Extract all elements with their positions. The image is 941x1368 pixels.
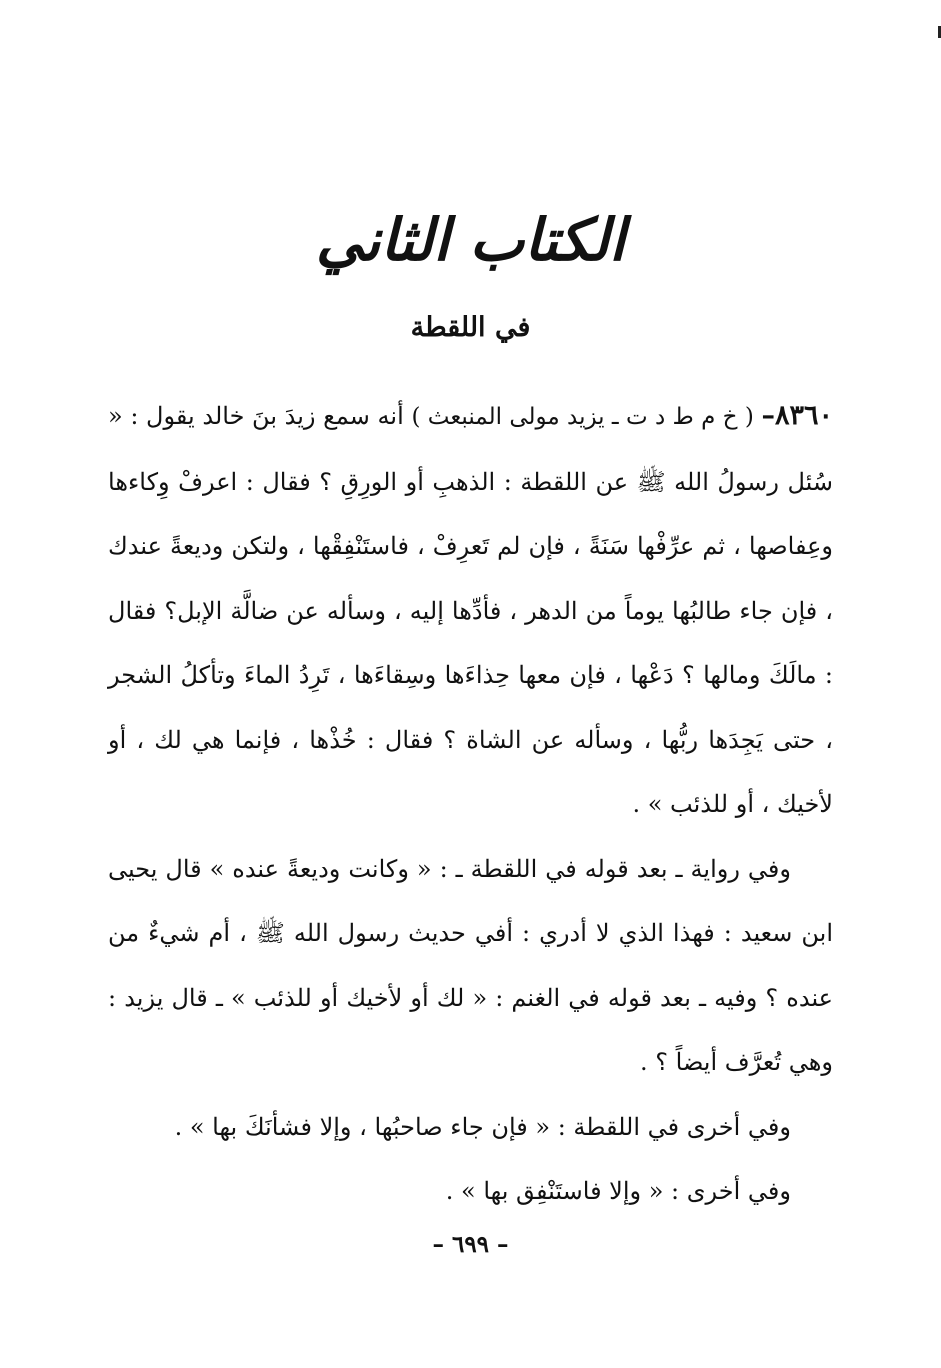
narration-paragraph: وفي أخرى في اللقطة : « فإن جاء صاحبُها ، وإلا فشأنَكَ بها » . bbox=[174, 1112, 791, 1141]
narration-paragraph: وفي رواية ـ بعد قوله في اللقطة ـ : « وكانت وديعةً عنده » قال يحيى ابن سعيد : فهذا الذي لا أدري : أفي حديث رسول الله ﷺ ، أم شيءٌ من عنده ؟ وفيه ـ بعد قوله في الغنم : « لك أو لأخيك أو للذئب » ـ قال يزيد : وهي تُعرَّف أيضاً ؟ . bbox=[108, 854, 833, 1076]
page-number: – ٦٩٩ – bbox=[432, 1231, 509, 1258]
hadith-text: أنه سمع زيدَ بنَ خالد يقول : « سُئل رسولُ الله ﷺ عن اللقطة : الذهبِ أو الورِقِ ؟ فقال : اعرفْ وِكاءها وعِفاصها ، ثم عرِّفْها سَنَةً ، فإن لم تَعرِفْ ، فاستَنْفِقْها ، ولتكن وديعةً عندك ، فإن جاء طالبُها يوماً من الدهر ، فأدِّها إليه ، وسأله عن ضالَّة الإبل؟ فقال : مالَكَ ومالها ؟ دَعْها ، فإن معها حِذاءَها وسِقاءَها ، تَرِدُ الماءَ وتأكلُ الشجر ، حتى يَجِدَها ربُّها ، وسأله عن الشاة ؟ فقال : خُذْها ، فإنما هي لك ، أو لأخيك ، أو للذئب » . bbox=[108, 402, 834, 818]
narration-paragraph: وفي أخرى : « وإلا فاستَنْفِق بها » . bbox=[445, 1177, 791, 1205]
book-title: الكتاب الثاني bbox=[315, 206, 626, 274]
body-text bbox=[108, 384, 833, 1224]
section-title: في اللقطة bbox=[410, 312, 531, 343]
hadith-number: ٨٣٦٠– bbox=[761, 400, 833, 431]
hadith-paragraph bbox=[108, 384, 833, 837]
hadith-sources: ( خ م ط د ت ـ يزيد مولى المنبعث ) bbox=[411, 404, 754, 430]
